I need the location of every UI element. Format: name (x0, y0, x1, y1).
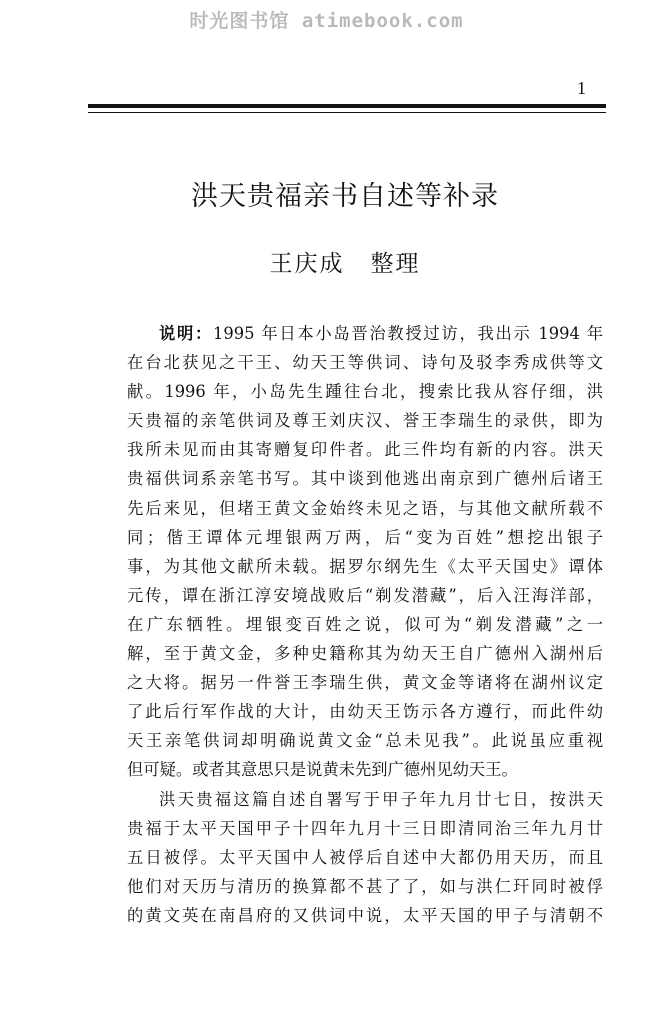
author-role: 整理 (370, 251, 421, 277)
text-line: 元传，谭在浙江淳安境战败后“剃发潜藏”，后入汪海洋部， (127, 585, 603, 605)
text-line: 了此后行军作战的大计，由幼天王饬示各方遵行，而此件幼 (127, 702, 603, 722)
note-label: 说明： (159, 324, 214, 343)
text-line: 先后来见，但堵王黄文金始终未见之语，与其他文献所载不 (127, 498, 603, 518)
header-rule-thin (88, 112, 606, 113)
page-number: 1 (577, 78, 586, 98)
byline (80, 245, 610, 278)
text-line: 之大将。据另一件誉王李瑞生供，黄文金等诸将在湖州议定 (127, 673, 603, 693)
text-line: 事，为其他文献所未载。据罗尔纲先生《太平天国史》谭体 (127, 556, 603, 576)
text-line: 的黄文英在南昌府的又供词中说，太平天国的甲子与清朝不 (127, 905, 603, 925)
author-name: 王庆成 (269, 251, 345, 277)
text-line: 在台北获见之干王、幼天王等供词、诗句及驳李秀成供等文 (127, 353, 603, 373)
article-title: 洪天贵福亲书自述等补录 (191, 181, 499, 212)
text-line: 洪天贵福这篇自述自署写于甲子年九月廿七日，按洪天 (159, 789, 603, 809)
text-line: 他们对天历与清历的换算都不甚了了，如与洪仁玕同时被俘 (127, 876, 603, 896)
text-line: 天王亲笔供词却明确说黄文金“总未见我”。此说虽应重视 (127, 731, 603, 751)
text-line-content: 1995 年日本小岛晋治教授过访，我出示 1994 年 (213, 324, 603, 343)
text-line: 但可疑。或者其意思只是说黄未先到广德州见幼天王。 (127, 760, 518, 780)
text-line: 贵福于太平天国甲子十四年九月十三日即清同治三年九月廿 (127, 818, 603, 838)
text-line: 贵福供词系亲笔书写。其中谈到他逃出南京到广德州后诸王 (127, 469, 603, 489)
text-line: 同；偕王谭体元埋银两万两，后“变为百姓”想挖出银子 (127, 527, 603, 547)
article-body (127, 319, 603, 930)
text-line: 天贵福的亲笔供词及尊王刘庆汉、誉王李瑞生的录供，即为 (127, 411, 603, 431)
text-line: 我所未见而由其寄赠复印件者。此三件均有新的内容。洪天 (127, 440, 603, 460)
text-line: 解，至于黄文金，多种史籍称其为幼天王自广德州入湖州后 (127, 644, 603, 664)
site-watermark: 时光图书馆 atimebook.com (189, 10, 464, 32)
text-line: 献。1996 年，小岛先生踵往台北，搜索比我从容仔细，洪 (127, 382, 603, 402)
header-rule-thick (88, 104, 606, 108)
text-line: 五日被俘。太平天国中人被俘后自述中大都仍用天历，而且 (127, 847, 603, 867)
text-line (127, 319, 603, 348)
text-line: 在广东牺牲。埋银变百姓之说，似可为“剃发潜藏”之一 (127, 614, 603, 634)
